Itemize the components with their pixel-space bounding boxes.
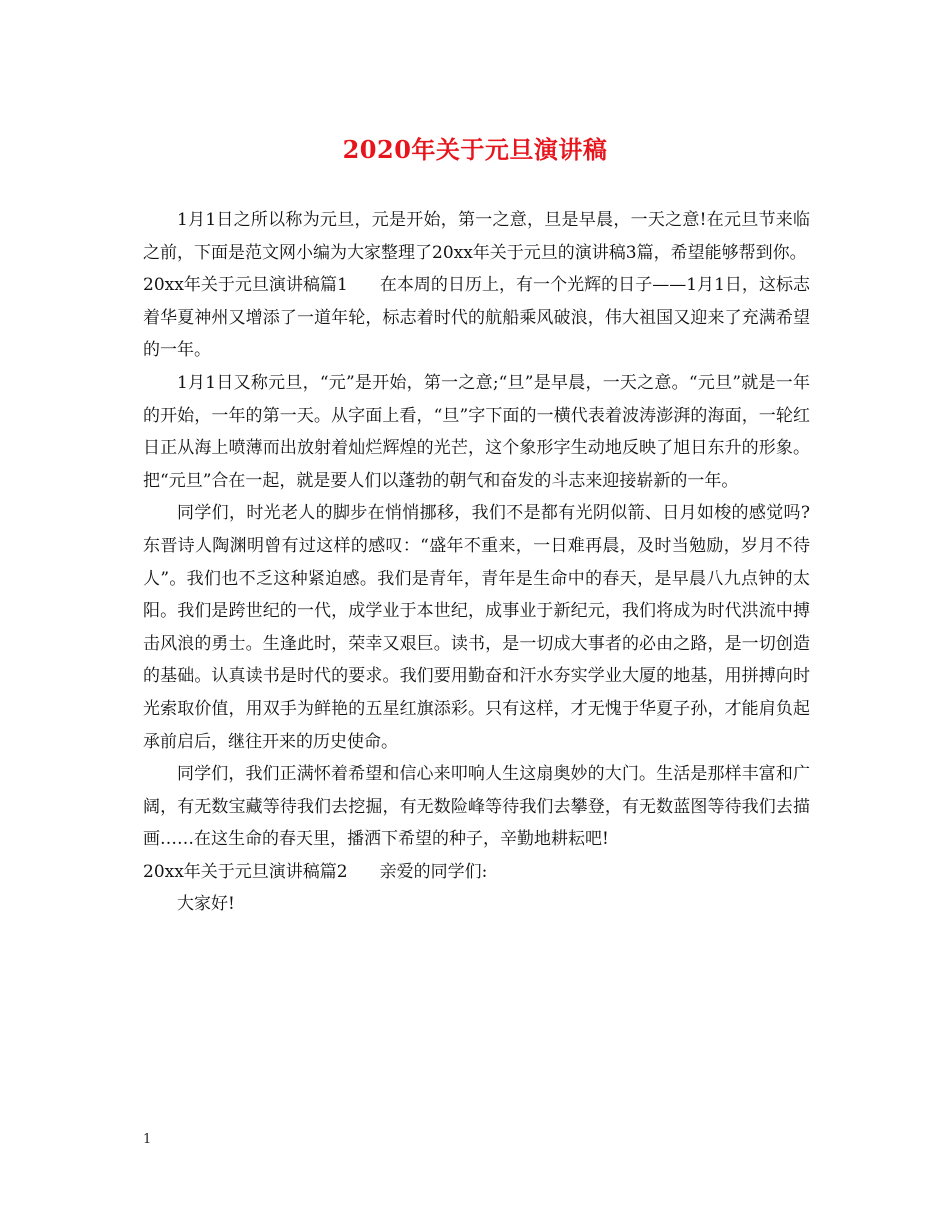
section-1-text: 在本周的日历上，有一个光辉的日子——1月1日，这标志着华夏神州又增添了一道年轮，标志着时代的航船乘风破浪，伟大祖国又迎来了充满希望的一年。 — [143, 275, 810, 361]
document-title: 2020年关于元旦演讲稿 — [342, 135, 608, 164]
page-number: 1 — [143, 1132, 152, 1147]
section-2-heading: 20xx年关于元旦演讲稿篇2 — [143, 861, 348, 882]
paragraph-hope: 同学们，我们正满怀着希望和信心来叩响人生这扇奥妙的大门。生活是那样丰富和广阔，有无数宝藏等待我们去挖掘，有无数险峰等待我们去攀登，有无数蓝图等待我们去描画……在这生命的春天里，播洒下希望的种子，辛勤地耕耘吧! — [143, 764, 810, 850]
paragraph-yuandan-meaning: 1月1日又称元旦，“元”是开始，第一之意;“旦”是早晨，一天之意。“元旦”就是一年的开始，一年的第一天。从字面上看，“旦”字下面的一横代表着波涛澎湃的海面，一轮红日正从海上喷薄而出放射着灿烂辉煌的光芒，这个象形字生动地反映了旭日东升的形象。把“元旦”合在一起，就是要人们以蓬勃的朝气和奋发的斗志来迎接崭新的一年。 — [143, 372, 810, 491]
intro-paragraph: 1月1日之所以称为元旦，元是开始，第一之意，旦是早晨，一天之意!在元旦节来临之前，下面是范文网小编为大家整理了20xx年关于元旦的演讲稿3篇，希望能够帮到你。 — [143, 210, 810, 263]
greeting-paragraph: 大家好! — [177, 894, 235, 915]
section-2-text: 亲爱的同学们: — [379, 861, 488, 882]
document-body — [143, 204, 810, 921]
section-1-paragraph — [143, 269, 810, 367]
paragraph-time-passing: 同学们，时光老人的脚步在悄悄挪移，我们不是都有光阴似箭、日月如梭的感觉吗?东晋诗人陶渊明曾有过这样的感叹：“盛年不重来，一日难再晨，及时当勉励，岁月不待人”。我们也不乏这种紧迫感。我们是青年，青年是生命中的春天，是早晨八九点钟的太阳。我们是跨世纪的一代，成学业于本世纪，成事业于新纪元，我们将成为时代洪流中搏击风浪的勇士。生逢此时，荣幸又艰巨。读书，是一切成大事者的必由之路，是一切创造的基础。认真读书是时代的要求。我们要用勤奋和汗水夯实学业大厦的地基，用拼搏向时光索取价值，用双手为鲜艳的五星红旗添彩。只有这样，才无愧于华夏子孙，才能肩负起承前启后，继往开来的历史使命。 — [143, 503, 810, 752]
section-1-heading: 20xx年关于元旦演讲稿篇1 — [143, 275, 348, 296]
section-2-paragraph — [143, 856, 810, 889]
